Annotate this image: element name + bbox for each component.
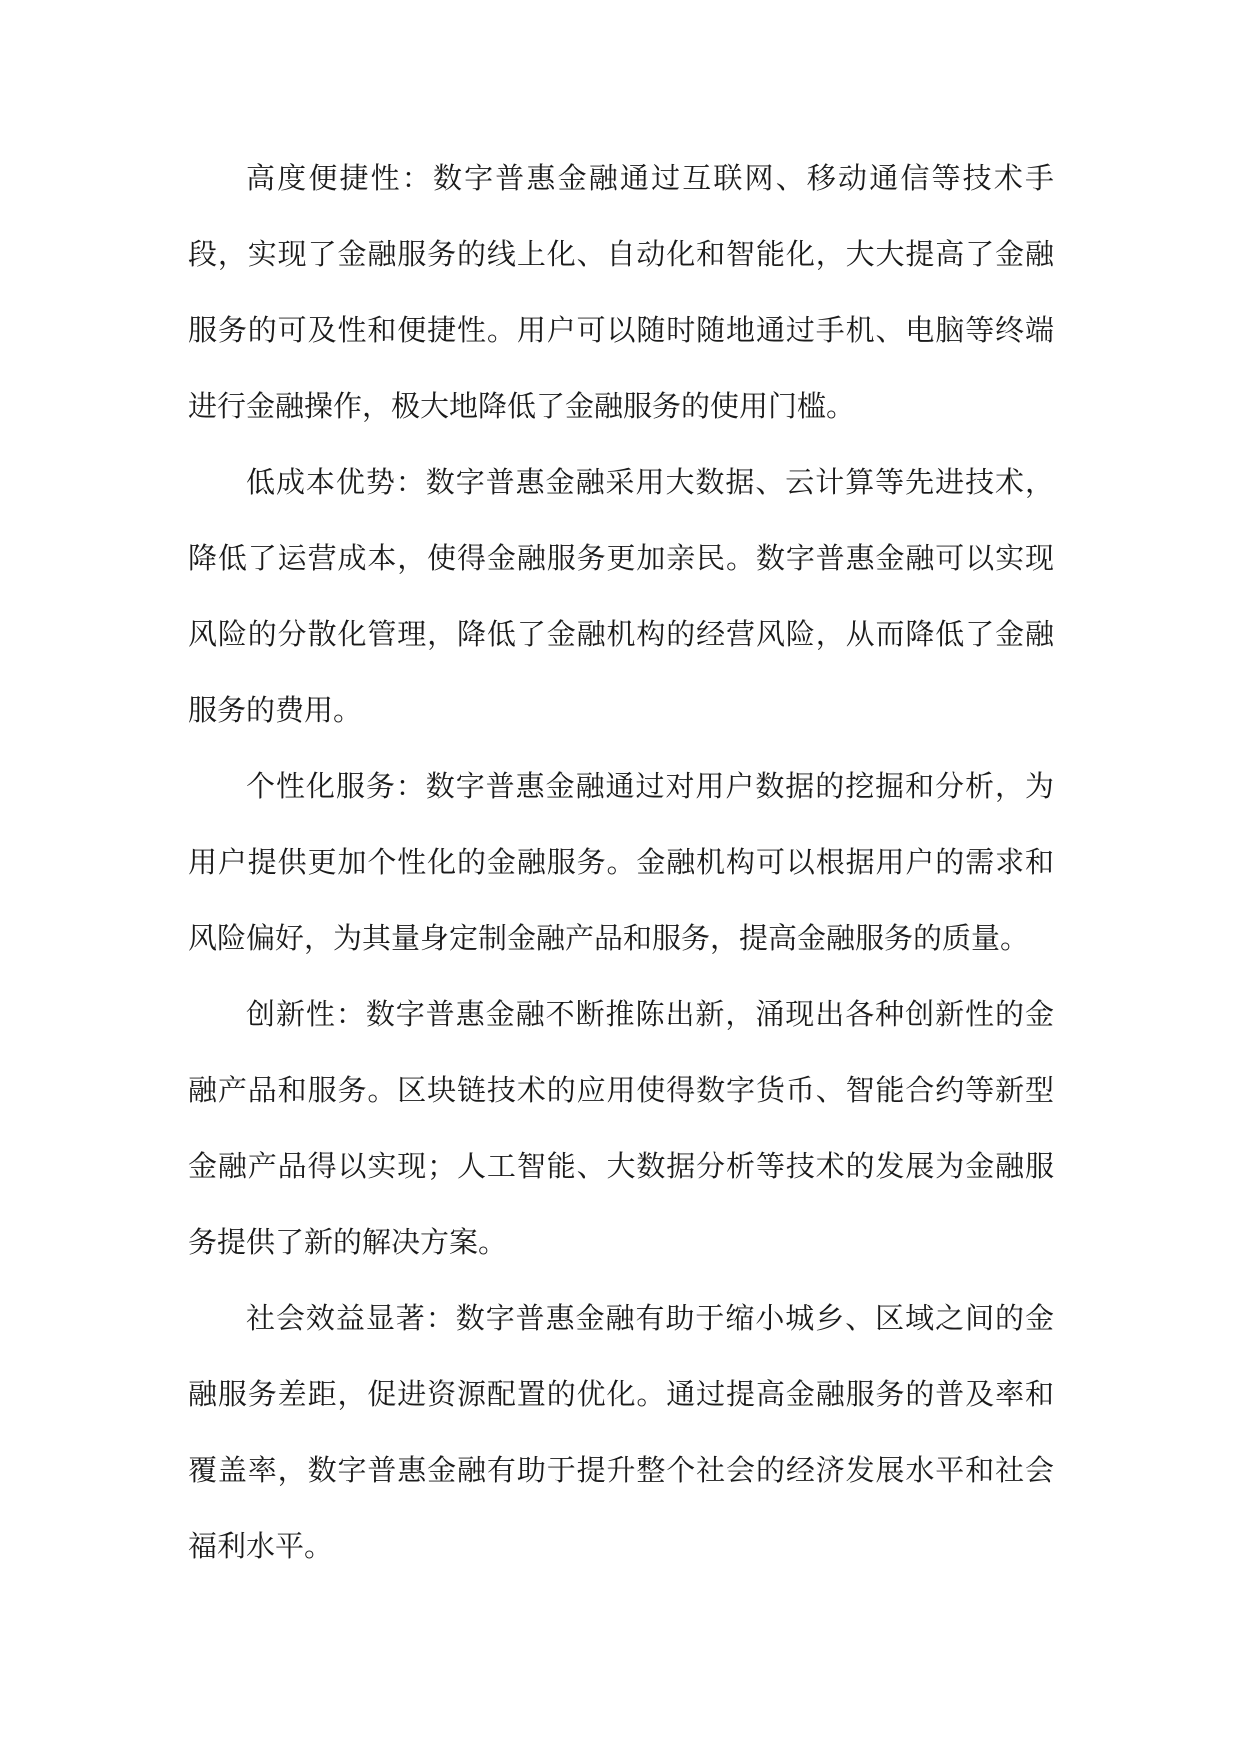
document-body [188,140,1054,1584]
paragraph-innovation: 创新性：数字普惠金融不断推陈出新，涌现出各种创新性的金融产品和服务。区块链技术的应用使得数字货币、智能合约等新型金融产品得以实现；人工智能、大数据分析等技术的发展为金融服务提供了新的解决方案。 [188,997,1054,1259]
paragraph-social-benefit: 社会效益显著：数字普惠金融有助于缩小城乡、区域之间的金融服务差距，促进资源配置的优化。通过提高金融服务的普及率和覆盖率，数字普惠金融有助于提升整个社会的经济发展水平和社会福利水平。 [188,1301,1054,1563]
paragraph-personalization: 个性化服务：数字普惠金融通过对用户数据的挖掘和分析，为用户提供更加个性化的金融服务。金融机构可以根据用户的需求和风险偏好，为其量身定制金融产品和服务，提高金融服务的质量。 [188,769,1054,955]
paragraph-convenience: 高度便捷性：数字普惠金融通过互联网、移动通信等技术手段，实现了金融服务的线上化、自动化和智能化，大大提高了金融服务的可及性和便捷性。用户可以随时随地通过手机、电脑等终端进行金融操作，极大地降低了金融服务的使用门槛。 [188,161,1054,423]
paragraph-low-cost: 低成本优势：数字普惠金融采用大数据、云计算等先进技术，降低了运营成本，使得金融服务更加亲民。数字普惠金融可以实现风险的分散化管理，降低了金融机构的经营风险，从而降低了金融服务的费用。 [188,465,1054,727]
